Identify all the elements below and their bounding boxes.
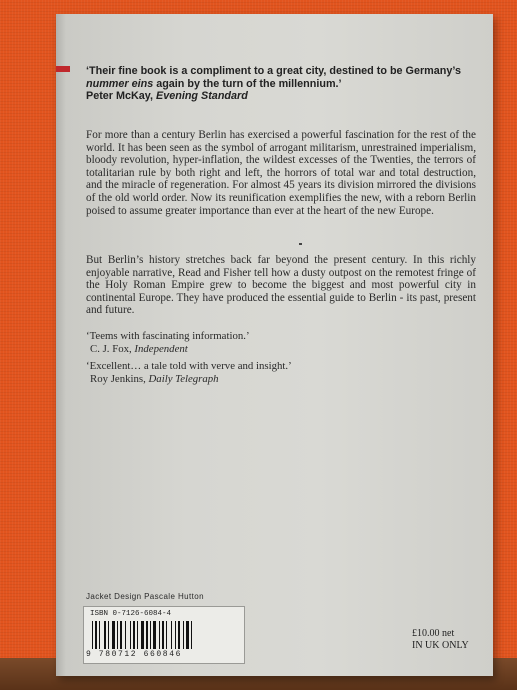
barcode-bar xyxy=(171,621,172,649)
barcode-bar xyxy=(92,621,93,649)
barcode-bar xyxy=(99,621,100,649)
barcode-bar xyxy=(125,621,126,649)
lead-quote-source: Evening Standard xyxy=(156,90,248,103)
red-accent-bar xyxy=(56,66,70,72)
barcode-bar xyxy=(186,621,189,649)
book-back-cover xyxy=(56,14,493,676)
barcode-panel xyxy=(83,606,245,664)
barcode-bar xyxy=(141,621,144,649)
review-1 xyxy=(86,330,250,355)
barcode-bar xyxy=(104,621,106,649)
region-text: IN UK ONLY xyxy=(412,640,469,651)
review-2-source: Daily Telegraph xyxy=(148,372,219,385)
price-text: £10.00 net xyxy=(412,628,455,639)
barcode-bar xyxy=(162,621,164,649)
review-1-source: Independent xyxy=(134,342,188,355)
barcode-bar xyxy=(137,621,138,649)
barcode-bar xyxy=(159,621,160,649)
lead-quote-attribution xyxy=(86,90,476,103)
lead-quote xyxy=(86,65,476,103)
barcode-bar xyxy=(146,621,148,649)
barcode-bar xyxy=(175,621,176,649)
barcode-bar xyxy=(133,621,135,649)
spine-shadow xyxy=(56,14,66,676)
lead-quote-italic: nummer eins xyxy=(86,77,154,90)
review-2-author: Roy Jenkins, xyxy=(90,372,149,385)
review-1-attribution xyxy=(86,343,250,356)
barcode-icon xyxy=(92,621,236,649)
review-2-text: ‘Excellent… a tale told with verve and insight.’ xyxy=(86,360,292,372)
barcode-bar xyxy=(153,621,156,649)
barcode-bar xyxy=(130,621,131,649)
review-2 xyxy=(86,360,292,385)
lead-quote-author: Peter McKay, xyxy=(86,90,157,103)
review-1-author: C. J. Fox, xyxy=(90,342,135,355)
barcode-bar xyxy=(112,621,115,649)
lead-quote-text-1: ‘Their fine book is a compliment to a great city, destined to be Germany’s xyxy=(86,65,461,77)
review-2-attribution xyxy=(86,373,292,386)
blurb-paragraph-1: For more than a century Berlin has exercised a powerful fascination for the rest of the world. It has been seen as the symbol of arrogant militarism, unrestrained imperialism, bloody revolution, hyper-inflation, the wildest excesses of the Twenties, the terrors of totalitarian rule by both right and left, the horrors of total war and total destruction, and the miracle of regeneration. For almost 45 years its division mirrored the divisions of the old world order. Now its reunification exemplifies the new, with a reborn Berlin poised to assume greater importance than ever at the heart of the new Europe. xyxy=(86,129,476,217)
barcode-bar xyxy=(120,621,122,649)
price-block xyxy=(412,628,469,652)
barcode-bar xyxy=(108,621,109,649)
barcode-bar xyxy=(191,621,192,649)
barcode-bar xyxy=(166,621,167,649)
barcode-bar xyxy=(178,621,180,649)
barcode-bar xyxy=(150,621,151,649)
review-1-text: ‘Teems with fascinating information.’ xyxy=(86,330,250,342)
barcode-bar xyxy=(117,621,118,649)
jacket-credit: Jacket Design Pascale Hutton xyxy=(86,592,204,601)
barcode-bar xyxy=(95,621,97,649)
blurb-paragraph-2: But Berlin’s history stretches back far beyond the present century. In this richly enjoyable narrative, Read and Fisher tell how a dusty outpost on the remotest fringe of the Holy Roman Empire grew to become the biggest and most powerful city in continental Europe. They have produced the essential guide to Berlin - its past, present and future. xyxy=(86,254,476,317)
barcode-bar xyxy=(183,621,184,649)
barcode-digits: 9 780712 660846 xyxy=(86,650,183,659)
isbn-text: ISBN 0-7126-6084-4 xyxy=(90,610,172,618)
lead-quote-text-2: again by the turn of the millennium.’ xyxy=(153,77,342,90)
print-mark xyxy=(299,243,302,245)
